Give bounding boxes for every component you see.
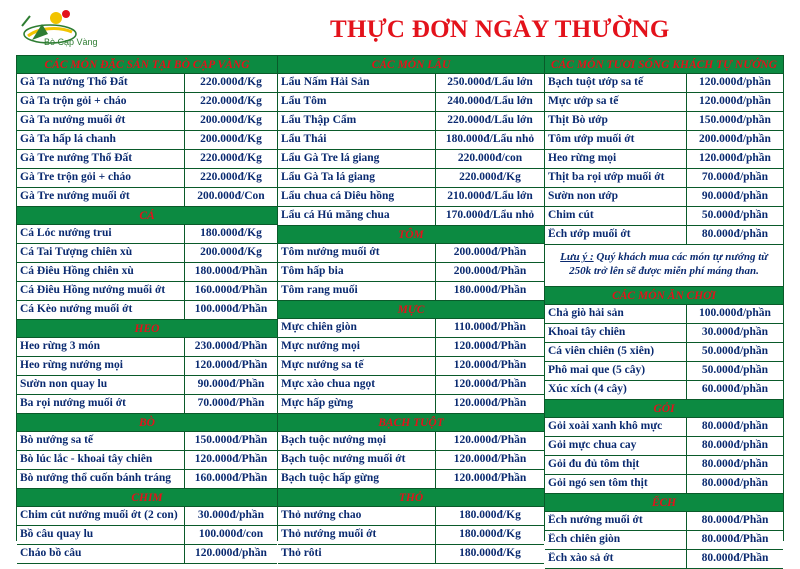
menu-item-price: 50.000đ/phần <box>701 364 769 376</box>
grill-note <box>545 245 783 287</box>
menu-item <box>545 475 783 494</box>
menu-item-price: 100.000đ/phần <box>699 307 771 319</box>
menu-item <box>545 93 783 112</box>
menu-item <box>17 395 277 414</box>
menu-item-price: 200.000đ/Con <box>197 190 265 202</box>
menu-item <box>278 357 544 376</box>
menu-item-name: Khoai tây chiên <box>548 326 626 338</box>
menu-item <box>278 93 544 112</box>
menu-item-name: Phô mai que (5 cây) <box>548 364 646 376</box>
menu-item <box>545 305 783 324</box>
menu-item <box>545 512 783 531</box>
page-title: THỰC ĐƠN NGÀY THƯỜNG <box>330 16 670 43</box>
menu-item-name: Gỏi đu đủ tôm thịt <box>548 458 640 470</box>
menu-item <box>17 131 277 150</box>
menu-item-price: 80.000đ/Phần <box>701 514 769 526</box>
menu-item <box>17 263 277 282</box>
menu-item <box>278 451 544 470</box>
section-header-heo: HEO <box>17 320 277 338</box>
menu-item-name: Sườn non ướp <box>548 190 619 202</box>
menu-item-name: Cá Kèo nướng muối ớt <box>20 303 133 315</box>
menu-item-name: Cháo bồ câu <box>20 547 82 559</box>
section-header-ech: ẾCH <box>545 494 783 512</box>
menu-item-name: Gà Ta hấp lá chanh <box>20 133 116 145</box>
section-header-cac-mon-lau: CÁC MÓN LẨU <box>278 56 544 74</box>
menu-item-name: Lẩu Thái <box>281 133 327 145</box>
menu-item <box>17 225 277 244</box>
note-label: Lưu ý : <box>560 251 594 263</box>
menu-item-name: Thỏ nướng muối ớt <box>281 528 377 540</box>
menu-item-price: 200.000đ/phần <box>699 133 771 145</box>
menu-item-price: 200.000đ/Kg <box>200 114 262 126</box>
menu-item <box>278 150 544 169</box>
menu-item-price: 50.000đ/phần <box>701 345 769 357</box>
menu-item-name: Lẩu Gà Tre lá giang <box>281 152 380 164</box>
menu-item-price: 200.000đ/Phần <box>453 265 527 277</box>
menu-item-name: Tôm hấp bia <box>281 265 344 277</box>
menu-item-price: 120.000đ/Phần <box>453 397 527 409</box>
section-header-cac-mon-dac-san-tai-bo-cap-vang: CÁC MÓN ĐẶC SẢN TẠI BÒ CẠP VÀNG <box>17 56 277 74</box>
menu-item-name: Cá Điêu Hồng nướng muối ớt <box>20 284 166 296</box>
menu-item-name: Gỏi mực chua cay <box>548 439 637 451</box>
menu-item-name: Thịt ba rọi ướp muối ớt <box>548 171 665 183</box>
menu-item-price: 210.000đ/Lẩu lớn <box>447 190 533 202</box>
section-header-tom: TÔM <box>278 226 544 244</box>
menu-item-name: Bò nướng thổ cuốn bánh tráng <box>20 472 171 484</box>
menu-item-price: 90.000đ/phần <box>701 190 769 202</box>
menu-item <box>278 112 544 131</box>
menu-item <box>545 169 783 188</box>
menu-item-price: 220.000đ/Kg <box>459 171 521 183</box>
menu-item-name: Mực nướng mọi <box>281 340 360 352</box>
menu-item-name: Bạch tuộc hấp gừng <box>281 472 379 484</box>
menu-item-price: 80.000đ/phần <box>701 477 769 489</box>
menu-item <box>278 432 544 451</box>
menu-item <box>278 169 544 188</box>
menu-item <box>17 545 277 564</box>
menu-item-name: Mực ướp sa tế <box>548 95 619 107</box>
menu-item <box>278 188 544 207</box>
menu-item-price: 80.000đ/Phần <box>701 533 769 545</box>
menu-item-name: Tôm nướng muối ớt <box>281 246 380 258</box>
menu-item <box>545 226 783 245</box>
menu-item-name: Mực nướng sa tế <box>281 359 364 371</box>
section-header-cac-mon-tuoi-song-khach-tu-nuong: CÁC MÓN TƯƠI SỐNG KHÁCH TỰ NƯỚNG <box>545 56 783 74</box>
menu-item-name: Chả giò hải sản <box>548 307 624 319</box>
menu-item <box>278 338 544 357</box>
note-line-2: 250k trở lên sẽ được miễn phí máng than. <box>569 265 759 277</box>
menu-item <box>17 432 277 451</box>
menu-item <box>17 301 277 320</box>
menu-item-name: Chim cút nướng muối ớt (2 con) <box>20 509 178 521</box>
menu-item <box>17 357 277 376</box>
menu-item-name: Thỏ nướng chao <box>281 509 362 521</box>
menu-item <box>278 131 544 150</box>
menu-item-price: 180.000đ/Lẩu nhỏ <box>445 133 535 145</box>
menu-board <box>16 55 784 564</box>
menu-item-name: Cá viên chiên (5 xiên) <box>548 345 655 357</box>
menu-item-name: Thỏ rôti <box>281 547 322 559</box>
menu-item-name: Gà Tre trộn gỏi + cháo <box>20 171 132 183</box>
menu-item-name: Gỏi ngó sen tôm thịt <box>548 477 648 489</box>
menu-item-price: 220.000đ/con <box>457 152 523 164</box>
menu-item <box>545 188 783 207</box>
menu-item-name: Lẩu Nấm Hải Sản <box>281 76 370 88</box>
section-header-goi: GỎI <box>545 400 783 418</box>
menu-item <box>278 74 544 93</box>
menu-item-name: Thịt Bò ướp <box>548 114 608 126</box>
menu-item-name: Gà Ta nướng Thổ Đất <box>20 76 128 88</box>
menu-item <box>17 150 277 169</box>
menu-item-price: 120.000đ/Phần <box>194 453 268 465</box>
menu-item <box>17 526 277 545</box>
menu-item-price: 30.000đ/phần <box>701 326 769 338</box>
menu-item-price: 160.000đ/Phần <box>194 284 268 296</box>
menu-item-name: Cá Tai Tượng chiên xù <box>20 246 133 258</box>
menu-item-price: 60.000đ/phần <box>701 383 769 395</box>
section-header-bo: BÒ <box>17 414 277 432</box>
menu-item <box>545 531 783 550</box>
menu-item-price: 200.000đ/Kg <box>200 133 262 145</box>
menu-item <box>545 150 783 169</box>
menu-item-price: 80.000đ/phần <box>701 420 769 432</box>
menu-item-price: 120.000đ/Phần <box>453 359 527 371</box>
menu-item-name: Heo rừng nướng mọi <box>20 359 123 371</box>
section-header-cac-mon-an-choi: CÁC MÓN ĂN CHƠI <box>545 287 783 305</box>
menu-item-name: Cá Lóc nướng trui <box>20 227 112 239</box>
menu-item-name: Chim cút <box>548 209 594 221</box>
menu-item <box>545 131 783 150</box>
menu-item-price: 220.000đ/Kg <box>200 76 262 88</box>
section-header-tho: THỎ <box>278 489 544 507</box>
menu-item <box>545 418 783 437</box>
menu-item-price: 220.000đ/Lẩu lớn <box>447 114 533 126</box>
menu-item-price: 240.000đ/Lẩu lớn <box>447 95 533 107</box>
menu-item-price: 150.000đ/Phần <box>194 434 268 446</box>
menu-item-name: Bạch tuộc nướng muối ớt <box>281 453 406 465</box>
menu-item <box>17 188 277 207</box>
menu-item-price: 120.000đ/Phần <box>453 378 527 390</box>
menu-item <box>545 362 783 381</box>
menu-item <box>545 550 783 569</box>
menu-item-price: 120.000đ/phần <box>195 547 267 559</box>
menu-item <box>278 376 544 395</box>
menu-item-name: Mực chiên giòn <box>281 321 357 333</box>
menu-item-name: Gà Ta nướng muối ớt <box>20 114 126 126</box>
menu-item <box>17 74 277 93</box>
menu-item-name: Tôm rang muối <box>281 284 358 296</box>
section-header-muc: MỰC <box>278 301 544 319</box>
menu-item <box>545 112 783 131</box>
menu-item <box>278 207 544 226</box>
section-header-ca: CÁ <box>17 207 277 225</box>
menu-item <box>545 381 783 400</box>
note-line-1: Quý khách mua các món tự nướng từ <box>596 251 768 263</box>
menu-item-name: Ếch xào sả ớt <box>548 552 614 564</box>
menu-item-price: 200.000đ/Kg <box>200 246 262 258</box>
menu-item-name: Gà Tre nướng muối ớt <box>20 190 130 202</box>
menu-item-name: Bò lúc lắc - khoai tây chiên <box>20 453 153 465</box>
menu-item-price: 80.000đ/phần <box>701 228 769 240</box>
menu-item-name: Lẩu chua cá Diêu hồng <box>281 190 395 202</box>
menu-item-price: 180.000đ/Phần <box>453 284 527 296</box>
menu-item-price: 120.000đ/Phần <box>453 453 527 465</box>
menu-column-2 <box>278 56 545 559</box>
menu-column-1 <box>17 56 278 559</box>
menu-header <box>0 0 800 56</box>
section-header-chim: CHIM <box>17 489 277 507</box>
menu-item-price: 180.000đ/Kg <box>200 227 262 239</box>
menu-item <box>17 282 277 301</box>
menu-item <box>17 338 277 357</box>
menu-item-price: 70.000đ/phần <box>701 171 769 183</box>
menu-item <box>545 437 783 456</box>
menu-item-price: 250.000đ/Lẩu lớn <box>447 76 533 88</box>
menu-item-price: 80.000đ/phần <box>701 458 769 470</box>
menu-item <box>17 244 277 263</box>
menu-item-price: 160.000đ/Phần <box>194 472 268 484</box>
menu-item-price: 220.000đ/Kg <box>200 171 262 183</box>
menu-item <box>278 244 544 263</box>
menu-item-price: 220.000đ/Kg <box>200 95 262 107</box>
menu-item <box>545 324 783 343</box>
menu-item-name: Gà Tre nướng Thổ Đất <box>20 152 133 164</box>
menu-item <box>17 93 277 112</box>
menu-item-price: 180.000đ/Phần <box>194 265 268 277</box>
menu-item-price: 120.000đ/Phần <box>194 359 268 371</box>
menu-item-name: Mực xào chua ngọt <box>281 378 376 390</box>
menu-item-price: 120.000đ/Phần <box>453 340 527 352</box>
menu-item-price: 230.000đ/Phần <box>194 340 268 352</box>
menu-item-name: Sườn non quay lu <box>20 378 108 390</box>
menu-item-name: Heo rừng 3 món <box>20 340 101 352</box>
menu-item <box>17 112 277 131</box>
menu-item-name: Tôm ướp muối ớt <box>548 133 635 145</box>
menu-item-name: Lẩu Gà Ta lá giang <box>281 171 375 183</box>
menu-item <box>545 343 783 362</box>
menu-item-price: 120.000đ/phần <box>699 152 771 164</box>
menu-item <box>278 526 544 545</box>
menu-item <box>17 507 277 526</box>
menu-item-price: 150.000đ/phần <box>699 114 771 126</box>
menu-item-name: Gỏi xoài xanh khô mực <box>548 420 663 432</box>
menu-item <box>17 169 277 188</box>
menu-item-price: 120.000đ/Phần <box>453 472 527 484</box>
menu-item <box>278 263 544 282</box>
menu-item-price: 80.000đ/Phần <box>701 552 769 564</box>
menu-item <box>278 282 544 301</box>
menu-item-name: Bạch tuộc nướng mọi <box>281 434 386 446</box>
menu-item <box>545 74 783 93</box>
menu-item-name: Ếch ướp muối ớt <box>548 228 631 240</box>
menu-item-price: 180.000đ/Kg <box>459 509 521 521</box>
menu-item-price: 90.000đ/Phần <box>197 378 265 390</box>
menu-item-price: 100.000đ/con <box>198 528 264 540</box>
menu-item <box>278 470 544 489</box>
menu-item-name: Mực hấp gừng <box>281 397 353 409</box>
menu-item <box>278 319 544 338</box>
menu-item-name: Ếch chiên giòn <box>548 533 621 545</box>
menu-item-price: 80.000đ/phần <box>701 439 769 451</box>
menu-item-name: Bồ câu quay lu <box>20 528 94 540</box>
section-header-bach-tuot: BẠCH TUỘT <box>278 414 544 432</box>
menu-item-name: Heo rừng mọi <box>548 152 617 164</box>
menu-item-name: Ếch nướng muối ớt <box>548 514 643 526</box>
menu-item-price: 70.000đ/Phần <box>197 397 265 409</box>
menu-item-price: 30.000đ/phần <box>197 509 265 521</box>
menu-item-name: Gà Ta trộn gỏi + cháo <box>20 95 127 107</box>
menu-item-name: Ba rọi nướng muối ớt <box>20 397 126 409</box>
menu-item-price: 180.000đ/Kg <box>459 528 521 540</box>
menu-item-price: 110.000đ/Phần <box>454 321 526 333</box>
menu-item-name: Cá Điêu Hồng chiên xù <box>20 265 134 277</box>
logo-name: Bò Cạp Vàng <box>44 37 98 47</box>
menu-item <box>278 507 544 526</box>
menu-item <box>545 456 783 475</box>
menu-item <box>17 470 277 489</box>
menu-item <box>17 376 277 395</box>
menu-item-price: 200.000đ/Phần <box>453 246 527 258</box>
menu-item <box>17 451 277 470</box>
menu-item <box>278 545 544 564</box>
menu-item-name: Lẩu Thập Cẩm <box>281 114 357 126</box>
menu-item-name: Xúc xích (4 cây) <box>548 383 627 395</box>
menu-item-price: 220.000đ/Kg <box>200 152 262 164</box>
menu-item-price: 180.000đ/Kg <box>459 547 521 559</box>
menu-item-price: 120.000đ/Phần <box>453 434 527 446</box>
menu-item-name: Lẩu cá Hú măng chua <box>281 209 390 221</box>
menu-item-price: 120.000đ/phần <box>699 95 771 107</box>
menu-item-price: 170.000đ/Lẩu nhỏ <box>445 209 535 221</box>
menu-column-3 <box>545 56 783 564</box>
menu-item-name: Lẩu Tôm <box>281 95 327 107</box>
menu-item <box>278 395 544 414</box>
menu-item-price: 100.000đ/Phần <box>194 303 268 315</box>
menu-item-price: 50.000đ/phần <box>701 209 769 221</box>
menu-item-price: 120.000đ/phần <box>699 76 771 88</box>
menu-item-name: Bạch tuột ướp sa tế <box>548 76 644 88</box>
menu-item <box>545 207 783 226</box>
menu-item-name: Bò nướng sa tế <box>20 434 94 446</box>
